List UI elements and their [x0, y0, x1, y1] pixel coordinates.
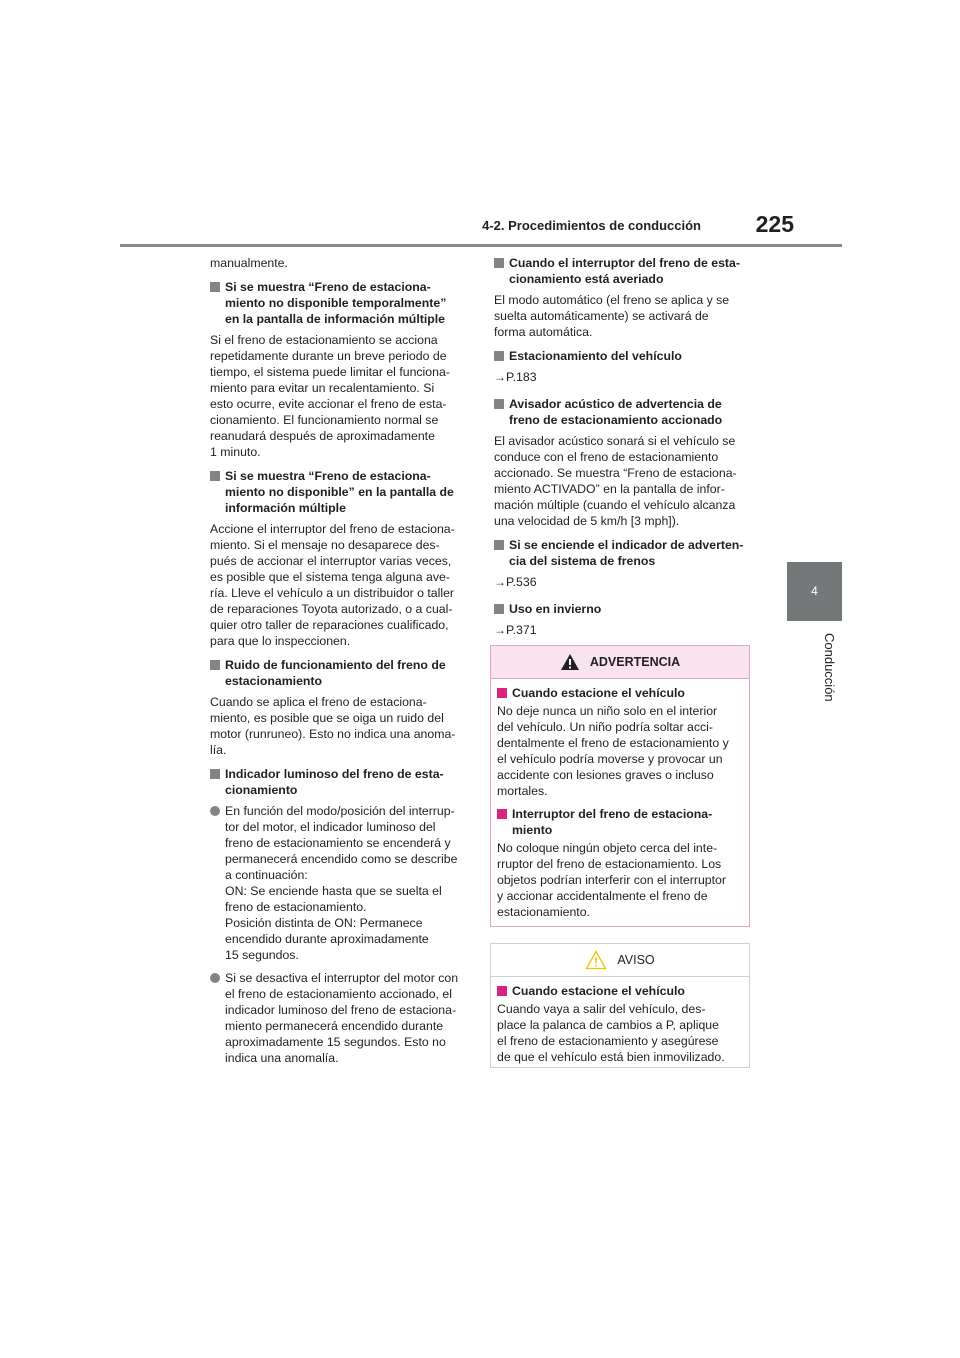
- square-bullet-icon: [210, 769, 220, 779]
- section-heading: [210, 766, 466, 798]
- heading-text: Si se muestra “Freno de estaciona- miento no disponible” en la pantalla de información múltiple: [225, 469, 454, 515]
- warning-triangle-icon: [560, 653, 580, 671]
- list-item-text: En función del modo/posición del interrup- tor del motor, el indicador luminoso del freno de estacionamiento se encenderá y permanecerá encendido como se describe a continuación: ON: Se enciende hasta que se suelta el freno de estacionamiento. Posición distinta de ON: Permanece encendido durante aproximadamente 15 segundos.: [225, 804, 458, 962]
- heading-text: Estacionamiento del vehículo: [509, 349, 682, 363]
- body-paragraph: Si el freno de estacionamiento se acciona repetidamente durante un breve periodo de tiempo, el sistema puede limitar el funciona- miento para evitar un recalentamiento. Si esto ocurre, evite accionar el freno de esta- cionamiento. El funcionamiento normal se reanudará después de aproximadamente 1 minuto.: [210, 333, 450, 459]
- section-heading: [494, 348, 750, 364]
- continued-text: manualmente.: [210, 256, 288, 270]
- heading-text: Si se enciende el indicador de adverten- cia del sistema de frenos: [509, 538, 744, 568]
- section-heading: [497, 806, 743, 838]
- square-bullet-icon: [497, 986, 507, 996]
- page-reference-text: P.371: [506, 623, 537, 637]
- warning-body: [491, 679, 749, 920]
- right-column: [494, 255, 750, 649]
- header-divider: [120, 244, 842, 247]
- heading-text: Cuando estacione el vehículo: [512, 984, 685, 998]
- section-heading: [494, 255, 750, 287]
- body-paragraph: El modo automático (el freno se aplica y se suelta automáticamente) se activará de forma automática.: [494, 293, 730, 339]
- square-bullet-icon: [494, 399, 504, 409]
- section-heading: [494, 601, 750, 617]
- warning-title: ADVERTENCIA: [589, 655, 681, 669]
- heading-text: Avisador acústico de advertencia de freno de estacionamiento accionado: [509, 397, 723, 427]
- heading-text: Cuando estacione el vehículo: [512, 686, 685, 700]
- body-paragraph: No coloque ningún objeto cerca del inte- rruptor del freno de estacionamiento. Los objetos podrían interferir con el interruptor y accionar accidentalmente el freno de estacionamiento.: [497, 841, 726, 919]
- warning-box: [490, 645, 750, 927]
- square-bullet-icon: [494, 351, 504, 361]
- list-item: [210, 970, 466, 1066]
- left-column: [210, 255, 466, 1073]
- section-heading: [494, 396, 750, 428]
- page-reference-text: P.536: [506, 575, 537, 589]
- page-reference-link[interactable]: [494, 622, 750, 638]
- body-paragraph: Cuando vaya a salir del vehículo, des- place la palanca de cambios a P, aplique el freno de estacionamiento y asegúrese de que el vehículo está bien inmovilizado.: [497, 1002, 725, 1064]
- warning-header: [491, 646, 749, 679]
- body-paragraph: No deje nunca un niño solo en el interior del vehículo. Un niño podría soltar acci- dentalmente el freno de estacionamiento y el vehículo podría moverse y provocar un accidente con lesiones graves o incluso mortales.: [497, 704, 729, 798]
- heading-text: Uso en invierno: [509, 602, 602, 616]
- section-heading: [497, 685, 743, 701]
- square-bullet-icon: [494, 604, 504, 614]
- body-paragraph: Cuando se aplica el freno de estaciona- miento, es posible que se oiga un ruido del motor (runruneo). Esto no indica una anoma- lía.: [210, 695, 456, 757]
- arrow-right-icon: →: [494, 370, 506, 384]
- heading-text: Ruido de funcionamiento del freno de estacionamiento: [225, 658, 446, 688]
- square-bullet-icon: [210, 471, 220, 481]
- square-bullet-icon: [210, 660, 220, 670]
- section-heading: [497, 983, 743, 999]
- body-paragraph: El avisador acústico sonará si el vehículo se conduce con el freno de estacionamiento accionado. Se muestra “Freno de estaciona- miento ACTIVADO” en la pantalla de infor- mación múltiple (cuando el vehículo alcanza una velocidad de 5 km/h [3 mph]).: [494, 434, 737, 528]
- arrow-right-icon: →: [494, 623, 506, 637]
- section-heading: [210, 468, 466, 516]
- notice-title: AVISO: [617, 953, 655, 967]
- page-reference-link[interactable]: [494, 369, 750, 385]
- notice-box: [490, 943, 750, 1068]
- page-number: 225: [755, 211, 794, 237]
- caution-triangle-outline-icon: [585, 950, 607, 970]
- square-bullet-icon: [494, 258, 504, 268]
- section-heading: [210, 657, 466, 689]
- heading-text: Cuando el interruptor del freno de esta- cionamiento está averiado: [509, 256, 740, 286]
- arrow-right-icon: →: [494, 575, 506, 589]
- running-header-section: 4-2. Procedimientos de conducción: [482, 218, 701, 233]
- body-paragraph: Accione el interruptor del freno de estaciona- miento. Si el mensaje no desaparece des- pués de accionar el interruptor varias veces, es posible que el sistema tenga alguna ave- ría. Lleve el vehículo a un distribuidor o taller de reparaciones Toyota autorizado, o a cual- quier otro taller de reparaciones cualificado, para que lo inspeccionen.: [210, 522, 455, 648]
- circle-bullet-icon: [210, 973, 220, 983]
- heading-text: Si se muestra “Freno de estaciona- miento no disponible temporalmente” en la pantalla de información múltiple: [225, 280, 447, 326]
- list-item: [210, 803, 466, 963]
- heading-text: Indicador luminoso del freno de esta- cionamiento: [225, 767, 444, 797]
- square-bullet-icon: [210, 282, 220, 292]
- section-heading: [494, 537, 750, 569]
- square-bullet-icon: [497, 809, 507, 819]
- circle-bullet-icon: [210, 806, 220, 816]
- heading-text: Interruptor del freno de estaciona- miento: [512, 807, 713, 837]
- notice-body: [491, 977, 749, 1065]
- square-bullet-icon: [497, 688, 507, 698]
- chapter-tab[interactable]: 4: [787, 562, 842, 621]
- page-reference-text: P.183: [506, 370, 537, 384]
- square-bullet-icon: [494, 540, 504, 550]
- page-reference-link[interactable]: [494, 574, 750, 590]
- list-item-text: Si se desactiva el interruptor del motor con el freno de estacionamiento accionado, el indicador luminoso del freno de estaciona- miento permanecerá encendido durante aproximadamente 15 segundos. Esto no indica una anomalía.: [225, 971, 459, 1065]
- notice-header: [491, 944, 749, 977]
- chapter-label: Conducción: [822, 633, 837, 702]
- section-heading: [210, 279, 466, 327]
